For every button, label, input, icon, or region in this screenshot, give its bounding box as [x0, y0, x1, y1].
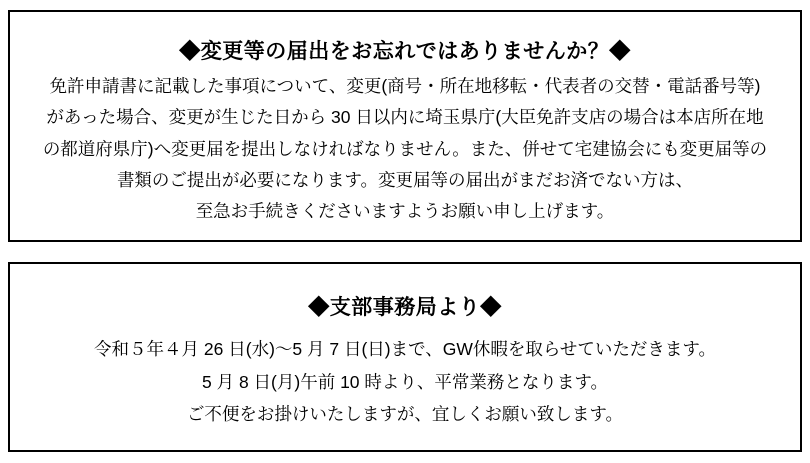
notice-content-2 [10, 264, 800, 430]
notice-content-1 [10, 12, 800, 227]
notice-body-1 [24, 71, 786, 227]
notice-title-2: ◆支部事務局より◆ [308, 296, 502, 319]
notice-box-change-report [8, 10, 802, 242]
notice-line: 5 月 8 日(月)午前 10 時より、平常業務となります。 [202, 371, 608, 392]
notice-line: の都道府県庁)へ変更届を提出しなければなりません。また、併せて宅建協会にも変更届等の [42, 138, 768, 159]
notice-title-1: ◆変更等の届出をお忘れではありませんか？◆ [179, 40, 631, 63]
notice-line: ご不便をお掛けいたしますが、宜しくお願い致します。 [186, 404, 624, 425]
notice-line: 至急お手続きくださいますようお願い申し上げます。 [195, 200, 615, 221]
notice-line: 令和５年４月 26 日(水)～5 月 7 日(日)まで、GW休暇を取らせていただきます。 [94, 339, 716, 360]
notice-line: 書類のご提出が必要になります。変更届等の届出がまだお済でない方は、 [116, 169, 694, 190]
notice-line: があった場合、変更が生じた日から 30 日以内に埼玉県庁(大臣免許支店の場合は本店所在地 [46, 107, 764, 128]
notice-body-2 [24, 333, 786, 430]
notice-line: 免許申請書に記載した事項について、変更(商号・所在地移転・代表者の交替・電話番号等) [49, 76, 761, 97]
notice-box-branch-office [8, 262, 802, 452]
